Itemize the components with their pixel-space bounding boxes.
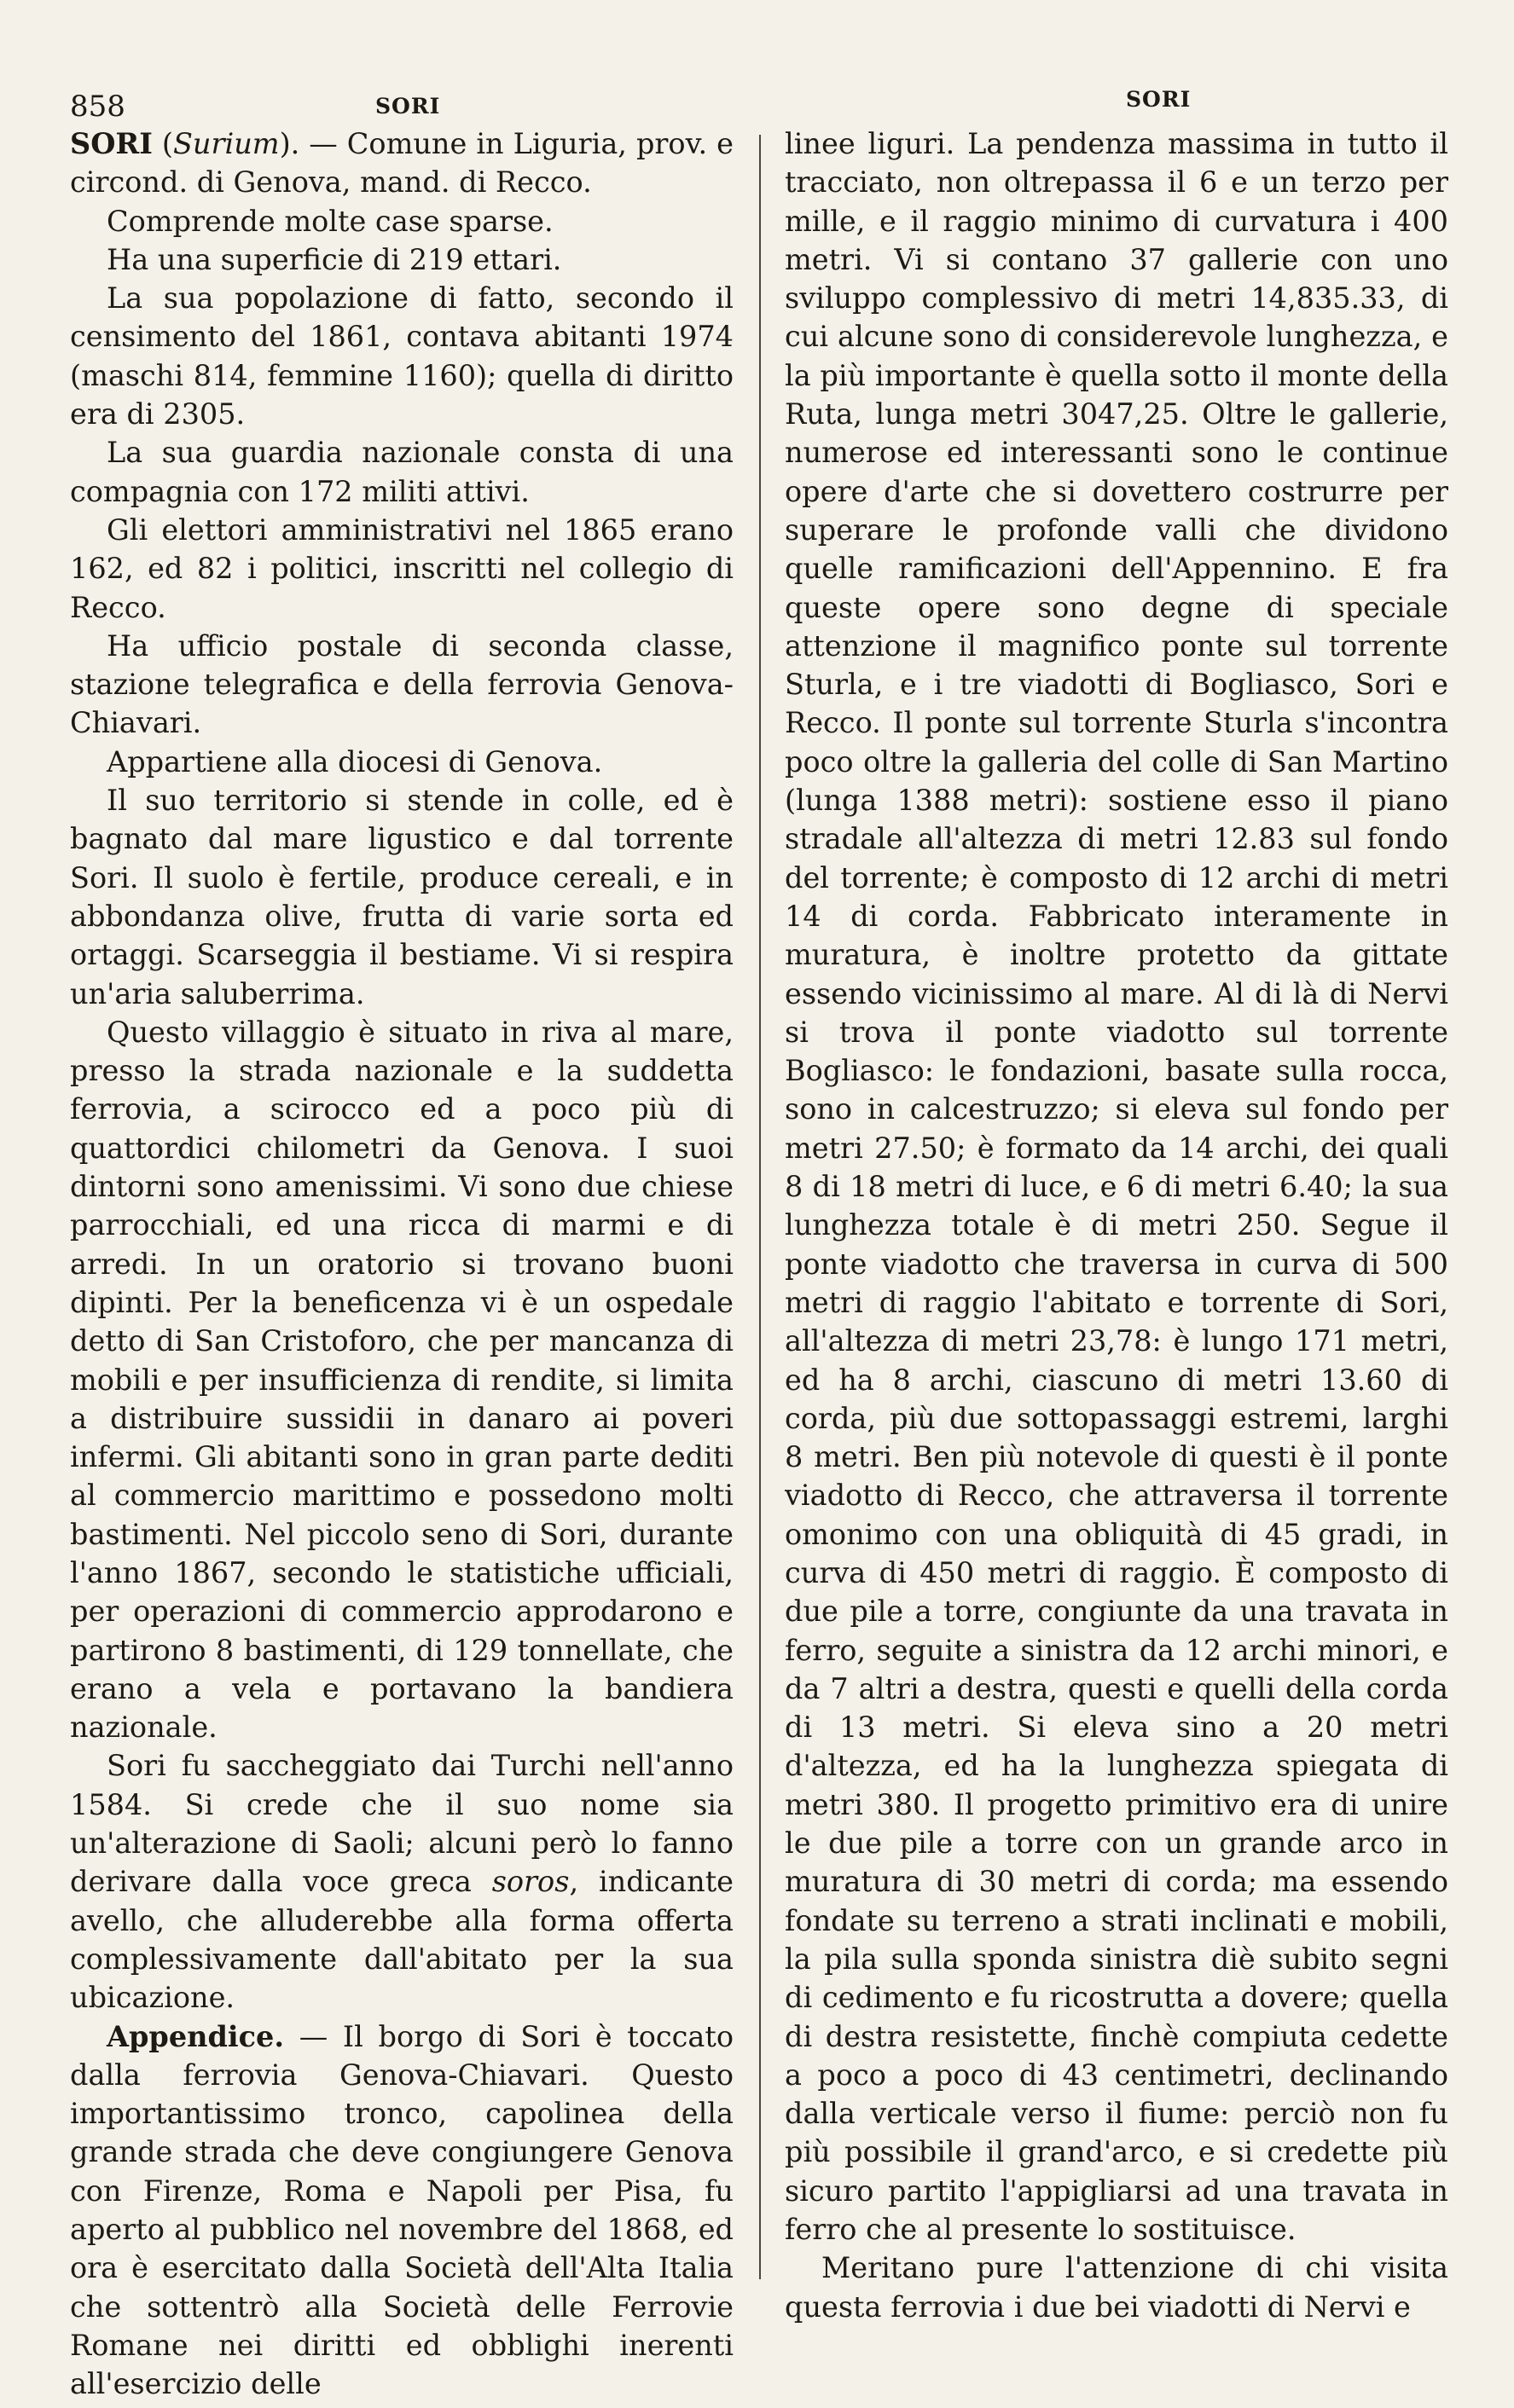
column-divider [759, 135, 761, 2279]
paragraph: Comprende molte case sparse. [107, 204, 554, 238]
entry-intro: ). — Comune in Liguria, prov. e circond. di Genova, mand. di Recco. [70, 127, 734, 200]
paragraph: Il suo territorio si stende in colle, ed è bagnato dal mare ligustico e dal torrente Sori. Il suolo è fertile, produce cereali, e in abbondanza olive, frutta di varie sorta ed ortaggi. Scarseggia il bestiame. Vi si respira un'aria saluberrima. [70, 784, 734, 1010]
appendix-paragraph [70, 2017, 734, 2404]
left-column [70, 124, 734, 2404]
paragraph: Appartiene alla diocesi di Genova. [107, 744, 603, 779]
paragraph: Questo villaggio è situato in riva al mare, presso la strada nazionale e la suddetta ferrovia, a scirocco ed a poco più di quattordici chilometri da Genova. I suoi dintorni sono amenissimi. Vi sono due chiese parrocchiali, ed una ricca di marmi e di arredi. In un oratorio si trovano buoni dipinti. Per la beneficenza vi è un ospedale detto di San Cristoforo, che per mancanza di mobili e per insufficienza di rendite, si limita a distribuire sussidii in danaro ai poveri infermi. Gli abitanti sono in gran parte dediti al commercio marittimo e possedono molti bastimenti. Nel piccolo seno di Sori, durante l'anno 1867, secondo le statistiche ufficiali, per operazioni di commercio approdarono e partirono 8 bastimenti, di 129 tonnellate, che erano a vela e portavano la bandiera nazionale. [70, 1015, 734, 1745]
running-head-right: SORI [1126, 87, 1192, 112]
right-column [785, 124, 1448, 2326]
paragraph [70, 1746, 734, 2017]
entry-latin-name: Surium [172, 127, 280, 160]
text-run: Sori fu saccheggiato dai Turchi nell'anno 1584. Si crede che il suo nome sia un'alterazione di Saoli; alcuni però lo fanno derivare dalla voce greca [70, 1749, 734, 1899]
paragraph: Ha ufficio postale di seconda classe, stazione telegrafica e della ferrovia Genova-Chiavari. [70, 628, 734, 740]
paragraph: Ha una superficie di 219 ettari. [107, 242, 562, 276]
greek-word: soros [491, 1865, 570, 1899]
paragraph: La sua popolazione di fatto, secondo il censimento del 1861, contava abitanti 1974 (maschi 814, femmine 1160); quella di diritto era di 2305. [70, 281, 734, 431]
paragraph: linee liguri. La pendenza massima in tutto il tracciato, non oltrepassa il 6 e un terzo per mille, e il raggio minimo di curvatura i 400 metri. Vi si contano 37 gallerie con uno sviluppo complessivo di metri 14,835.33, di cui alcune sono di considerevole lunghezza, e la più importante è quella sotto il monte della Ruta, lunga metri 3047,25. Oltre le gallerie, numerose ed interessanti sono le continue opere d'arte che si dovettero costrurre per superare le profonde valli che dividono quelle ramificazioni dell'Appennino. E fra queste opere sono degne di speciale attenzione il magnifico ponte sul torrente Sturla, e i tre viadotti di Bogliasco, Sori e Recco. Il ponte sul torrente Sturla s'incontra poco oltre la galleria del colle di San Martino (lunga 1388 metri): sostiene esso il piano stradale all'altezza di metri 12.83 sul fondo del torrente; è composto di 12 archi di metri 14 di corda. Fabbricato interamente in muratura, è inoltre protetto da gittate essendo vicinissimo al mare. Al di là di Nervi si trova il ponte viadotto sul torrente Bogliasco: le fondazioni, basate sulla rocca, sono in calcestruzzo; si eleva sul fondo per metri 27.50; è formato da 14 archi, dei quali 8 di 18 metri di luce, e 6 di metri 6.40; la sua lunghezza totale è di metri 250. Segue il ponte viadotto che traversa in curva di 500 metri di raggio l'abitato e torrente di Sori, all'altezza di metri 23,78: è lungo 171 metri, ed ha 8 archi, ciascuno di metri 13.60 di corda, più due sottopassaggi estremi, larghi 8 metri. Ben più notevole di questi è il ponte viadotto di Recco, che attraversa il torrente omonimo con una obliquità di 45 gradi, in curva di 450 metri di raggio. È composto di due pile a torre, congiunte da una travata in ferro, seguite a sinistra da 12 archi minori, e da 7 altri a destra, questi e quelli della corda di 13 metri. Si eleva sino a 20 metri d'altezza, ed ha la lunghezza spiegata di metri 380. Il progetto primitivo era di unire le due pile a torre con un grande arco in muratura di 30 metri di corda; ma essendo fondate su terreno a strati inclinati e mobili, la pila sulla sponda sinistra diè subito segni di cedimento e fu ricostrutta a dovere; quella di destra resistette, finchè compiuta cedette a poco a poco di 43 centimetri, declinando dalla verticale verso il fiume: perciò non fu più possibile il grand'arco, e si credette più sicuro partito l'appigliarsi ad una travata in ferro che al presente lo sostituisce. [785, 127, 1448, 2247]
paragraph: Gli elettori amministrativi nel 1865 erano 162, ed 82 i politici, inscritti nel collegio di Recco. [70, 512, 734, 624]
paragraph: La sua guardia nazionale consta di una compagnia con 172 militi attivi. [70, 436, 734, 508]
entry-title: SORI [70, 127, 153, 160]
appendix-label: Appendice. [107, 2019, 285, 2053]
text-run: , indicante avello, che alluderebbe alla forma offerta complessivamente dall'abitato per la sua ubicazione. [70, 1865, 734, 2015]
running-head-left: SORI [375, 94, 441, 119]
paragraph: Meritano pure l'attenzione di chi visita questa ferrovia i due bei viadotti di Nervi e [785, 2251, 1448, 2324]
entry-heading-paragraph: SORI (Surium). — Comune in Liguria, prov. e circond. di Genova, mand. di Recco. [70, 127, 734, 200]
appendix-text: — Il borgo di Sori è toccato dalla ferrovia Genova-Chiavari. Questo importantissimo tronco, capolinea della grande strada che deve congiungere Genova con Firenze, Roma e Napoli per Pisa, fu aperto al pubblico nel novembre del 1868, ed ora è esercitato dalla Società dell'Alta Italia che sottentrò alla Società delle Ferrovie Romane nei diritti ed obblighi inerenti all'esercizio delle [70, 2019, 734, 2401]
page-number: 858 [70, 90, 125, 124]
